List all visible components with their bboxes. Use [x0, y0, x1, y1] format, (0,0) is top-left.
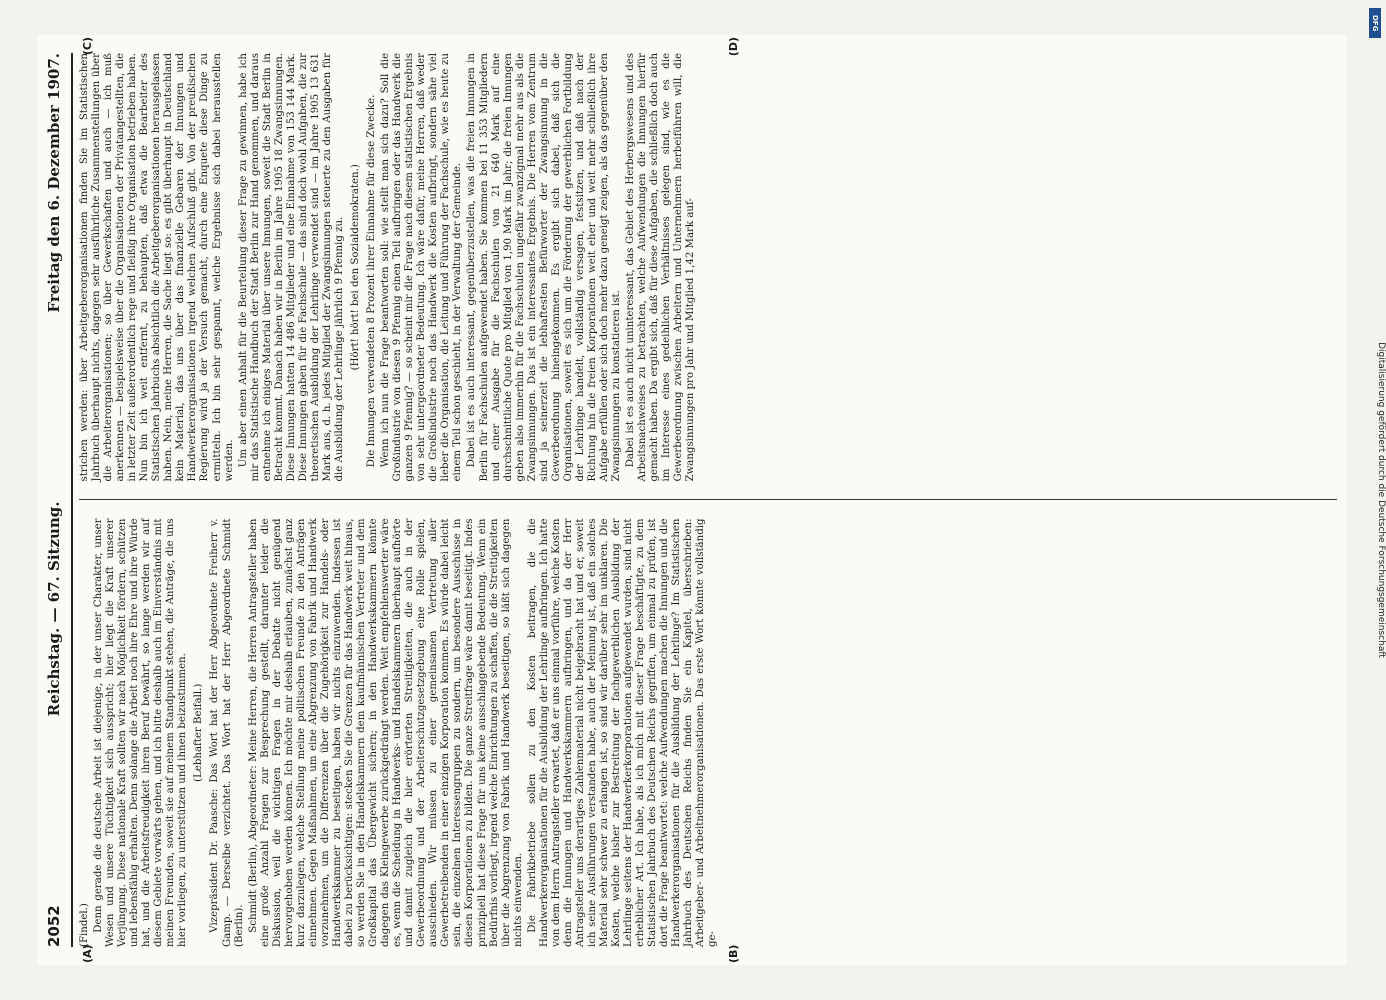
paragraph: Denn gerade die deutsche Arbeit ist diejenige, in der unser Charakter, unser Wesen und unsere Tüchtigkeit sich ausspricht; hier liegt die Kraft unserer Verjüngung. Diese nationale Kraft sollten wir nach Möglichkeit fördern, schützen und lebensfähig erhalten. Denn solange die Arbeit noch ihre Ehre und ihre Würde hat, und die Arbeitsfreudigkeit ihren Beruf bewährt, so lange werden wir auf diesem Gebiete vorwärts gehen, und ich bitte deshalb auch im Einverständnis mit meinen Freunden, soweit sie auf meinem Standpunkt stehen, die Anträge, die uns hier vorliegen, zu unterstützen und ihnen beizustimmen. — [92, 518, 188, 947]
paragraph: Dabei ist es auch nicht uninteressant, das Gebiet des Herbergswesens und des Arbeitsnachweises zu betrachten, welche Aufwendungen die Innungen hierfür gemacht haben. Da ergibt sich, daß für diese Aufgaben, die schließlich doch auch im Interesse eines gedeihlichen Verhältnisses gelegen sind, wie es die Gewerbeordnung zwischen Arbeitern und Unternehmern herbeiführen will, die Zwangsinnungen pro Jahr und Mitglied 1,42 Mark auf- — [624, 53, 696, 482]
text-columns — [79, 53, 1337, 947]
margin-mark-d: (D) — [726, 37, 740, 57]
paragraph: Die Fabrikbetriebe sollen zu den Kosten beitragen, die die Handwerkerorganisationen für die Ausbildung der Lehrlinge aufbringen. Ich hatte von dem Herrn Antragsteller erwartet, daß er uns einmal vorführe, welche Kosten denn die Innungen und Handwerkskammern aufbringen, und da der Herr Antragsteller uns derartiges Zahlenmaterial nicht beigebracht hat und er, soweit ich seine Ausführungen verstanden habe, auch der Meinung ist, daß ein solches Material sehr schwer zu erlangen ist, so sind wir darüber sehr im unklaren. Die Kosten, welche bisher zur Bestreitung der fachgewerblichen Ausbildung der Lehrlinge seitens der Handwerkerkorporationen aufgewendet wurden, sind nicht erheblicher Art. Ich habe, als ich mich mit dieser Frage beschäftigte, zu dem Statistischen Jahrbuch des Deutschen Reichs gegriffen, um einmal zu prüfen, ist dort die Frage beantwortet: welche Aufwendungen machen die Innungen und die Handwerkerorganisationen für die Ausbildung der Lehrlinge? Im Statistischen Jahrbuch des Deutschen Reichs finden Sie ein Kapitel, überschrieben: Arbeitgeber- und Arbeitnehmerorganisationen. Das erste Wort könnte vollständig ge- — [526, 518, 718, 947]
paragraph: Dabei ist es auch interessant, gegenüberzustellen, was die freien Innungen in Berlin für Fachschulen aufgewendet haben. Sie kommen bei 11 353 Mitgliedern und einer Ausgabe für die Fachschulen von 21 640 Mark auf eine durchschnittliche Quote pro Mitglied von 1,90 Mark im Jahr; die freien Innungen geben also immerhin für die Fachschulen ungefähr zwanzigmal mehr aus als die Zwangsinnungen. Das ist ein interessantes Ergebnis. Die Herren vom Zentrum sind ja seinerzeit die lebhaftesten Befürworter der Zwangsinnung in die Gewerbeordnung hineingekommen. Es ergibt sich dabei, daß sich die Organisationen, soweit es sich um die Förderung der gewerblichen Fortbildung der Lehrlinge handelt, vollständig versagen, festsitzen, und daß nach der Richtung hin die freien Korporationen weit eher und weit mehr schließlich ihre Aufgabe erfüllen oder sich doch mehr dazu geneigt zeigen, als das gegenüber den Zwangsinnungen zu konstatieren ist. — [465, 53, 622, 482]
rotated-document-page — [37, 35, 1347, 965]
page-number: 2052 — [44, 905, 63, 947]
speaker-tag: (Findel.) — [78, 903, 90, 947]
paragraph: strichen werden: über Arbeitgeberorganisationen finden Sie im Statistischen Jahrbuch überhaupt nichts, dagegen sehr ausführliche Zusammenstellungen über die Arbeiterorganisationen; so über Gewerkschaften und auch — ich muß anerkennen — beispielsweise über die Organisationen der Privatangestellten, die in letzter Zeit außerordentlich rege und fleißig ihre Organisation betrieben haben. Nun bin ich weit entfernt, zu behaupten, daß etwa die Bearbeiter des Statistischen Jahrbuchs absichtlich die Arbeitgeberorganisationen herausgelassen haben. Nein, meine Herren, die Sache liegt so: es gibt überhaupt in Deutschland kein Material, das uns über das finanzielle Gebaren der Innungen und Handwerkerorganisationen irgend welchen Aufschluß gibt. Von der preußischen Regierung wird ja der Versuch gemacht, durch eine Enquete diese Dinge zu ermitteln. Ich bin sehr gespannt, welche Ergebnisse sich dabei herausstellen werden. — [78, 53, 235, 482]
credit-text: Digitalisierung gefördert durch die Deutsche Forschungsgemeinschaft — [1376, 342, 1386, 658]
paragraph: Schmidt (Berlin), Abgeordneter: Meine Herren, die Herren Antragsteller haben eine große Anzahl Fragen zur Besprechung gestellt, darunter leider die Diskussion, weil die wichtigen Fragen in der Debatte nicht genügend hervorgehoben werden können. Ich möchte mir deshalb erlauben, zunächst ganz kurz darzulegen, welche Stellung meine politischen Freunde zu den Anträgen einnehmen. Gegen Maßnahmen, um eine Abgrenzung von Fabrik und Handwerk vorzunehmen, um die Differenzen über die Zugehörigkeit zur Handels- oder Handwerkskammer zu beseitigen, haben wir nichts einzuwenden. Indessen ist dabei zu berücksichtigen: stecken Sie die Grenzen für das Handwerk weit hinaus, so werden Sie in den Handelskammern dem kaufmännischen Vertreter und dem Großkapital das Übergewicht sichern; in den Handwerkskammern könnte dagegen das Kleingewerbe zurückgedrängt werden. Weit empfehlenswerter wäre es, wenn die Scheidung in Handwerks- und Handelskammern überhaupt aufhörte und damit zugleich die hier erörterten Streitigkeiten, die auch in der Gewerbeordnung und der Arbeiterschutzgesetzgebung eine Rolle spielen, ausschieden. Wir müssen zu einer gemeinsamen Vertretung aller Gewerbetreibenden in einer einzigen Korporation kommen. Es würde dabei leicht sein, die einzelnen Interessengruppen zu sondern, um besondere Ausschüsse in diesen Korporationen zu bilden. Die ganze Streitfrage wäre damit beseitigt. Indes prinzipiell hat diese Frage für uns keine ausschlaggebende Bedeutung. Wenn ein Bedürfnis vorliegt, irgend welche Einrichtungen zu schaffen, die die Streitigkeiten über die Abgrenzung von Fabrik und Handwerk beseitigen, so läßt sich dagegen nichts einwenden. — [247, 518, 524, 947]
dfg-logo: DFG — [1369, 8, 1381, 38]
session-date: Freitag den 6. Dezember 1907. — [44, 53, 63, 313]
column-divider — [79, 500, 1337, 501]
margin-mark-a: (A) — [80, 944, 94, 963]
applause-note: (Lebhafter Beifall.) — [192, 683, 204, 782]
right-column — [79, 53, 1337, 482]
paragraph: Vizepräsident Dr. Paasche: Das Wort hat der Herr Abgeordnete Freiherr v. Gamp. — Derselbe verzichtet. Das Wort hat der Herr Abgeordnete Schmidt (Berlin). — [208, 518, 245, 947]
digitization-credit — [1367, 0, 1386, 1000]
session-title: Reichstag. — 67. Sitzung. — [44, 501, 63, 717]
paragraph: Wenn ich nun die Frage beantworten soll: wie stellt man sich dazu? Soll die Großindustrie von diesen 9 Pfennig einen Teil aufbringen oder das Handwerk die ganzen 9 Pfennig? — so scheint mir die Frage nach diesem statistischen Ergebnis von sehr untergeordneter Bedeutung. Ich wäre dafür, meine Herren, daß weder die Großindustrie noch das Handwerk die Kosten aufbringt, sondern sähe viel lieber die Organisation, die Leitung und Führung der Fachschule, wie es heute zu einem Teil schon geschieht, in der Verwaltung der Gemeinde. — [379, 53, 463, 482]
margin-mark-c: (C) — [80, 37, 94, 56]
interjection-note: (Hört! hört! bei den Sozialdemokraten.) — [349, 164, 361, 371]
left-column — [79, 519, 1337, 948]
paragraph: Die Innungen verwendeten 8 Prozent ihrer Einnahme für diese Zwecke. — [365, 94, 377, 468]
margin-mark-b: (B) — [726, 944, 740, 963]
running-head — [45, 53, 73, 947]
paragraph: Um aber einen Anhalt für die Beurteilung dieser Frage zu gewinnen, habe ich mir das Statistische Handbuch der Stadt Berlin zur Hand genommen, und daraus entnehme ich einiges Material über unsere Innungen, soweit die Stadt Berlin in Betracht kommt. Danach haben wir in Berlin im Jahre 1905 18 Zwangsinnungen. Diese Innungen hatten 14 486 Mitglieder und eine Einnahme von 153 144 Mark. Diese Innungen gaben für die Fachschule — das sind doch wohl Aufgaben, die zur theoretischen Ausbildung der Lehrlinge verwendet sind — im Jahre 1905 13 631 Mark aus, d. h. jedes Mitglied der Zwangsinnungen steuerte zu den Ausgaben für die Ausbildung der Lehrlinge jährlich 9 Pfennig zu. — [237, 53, 345, 482]
